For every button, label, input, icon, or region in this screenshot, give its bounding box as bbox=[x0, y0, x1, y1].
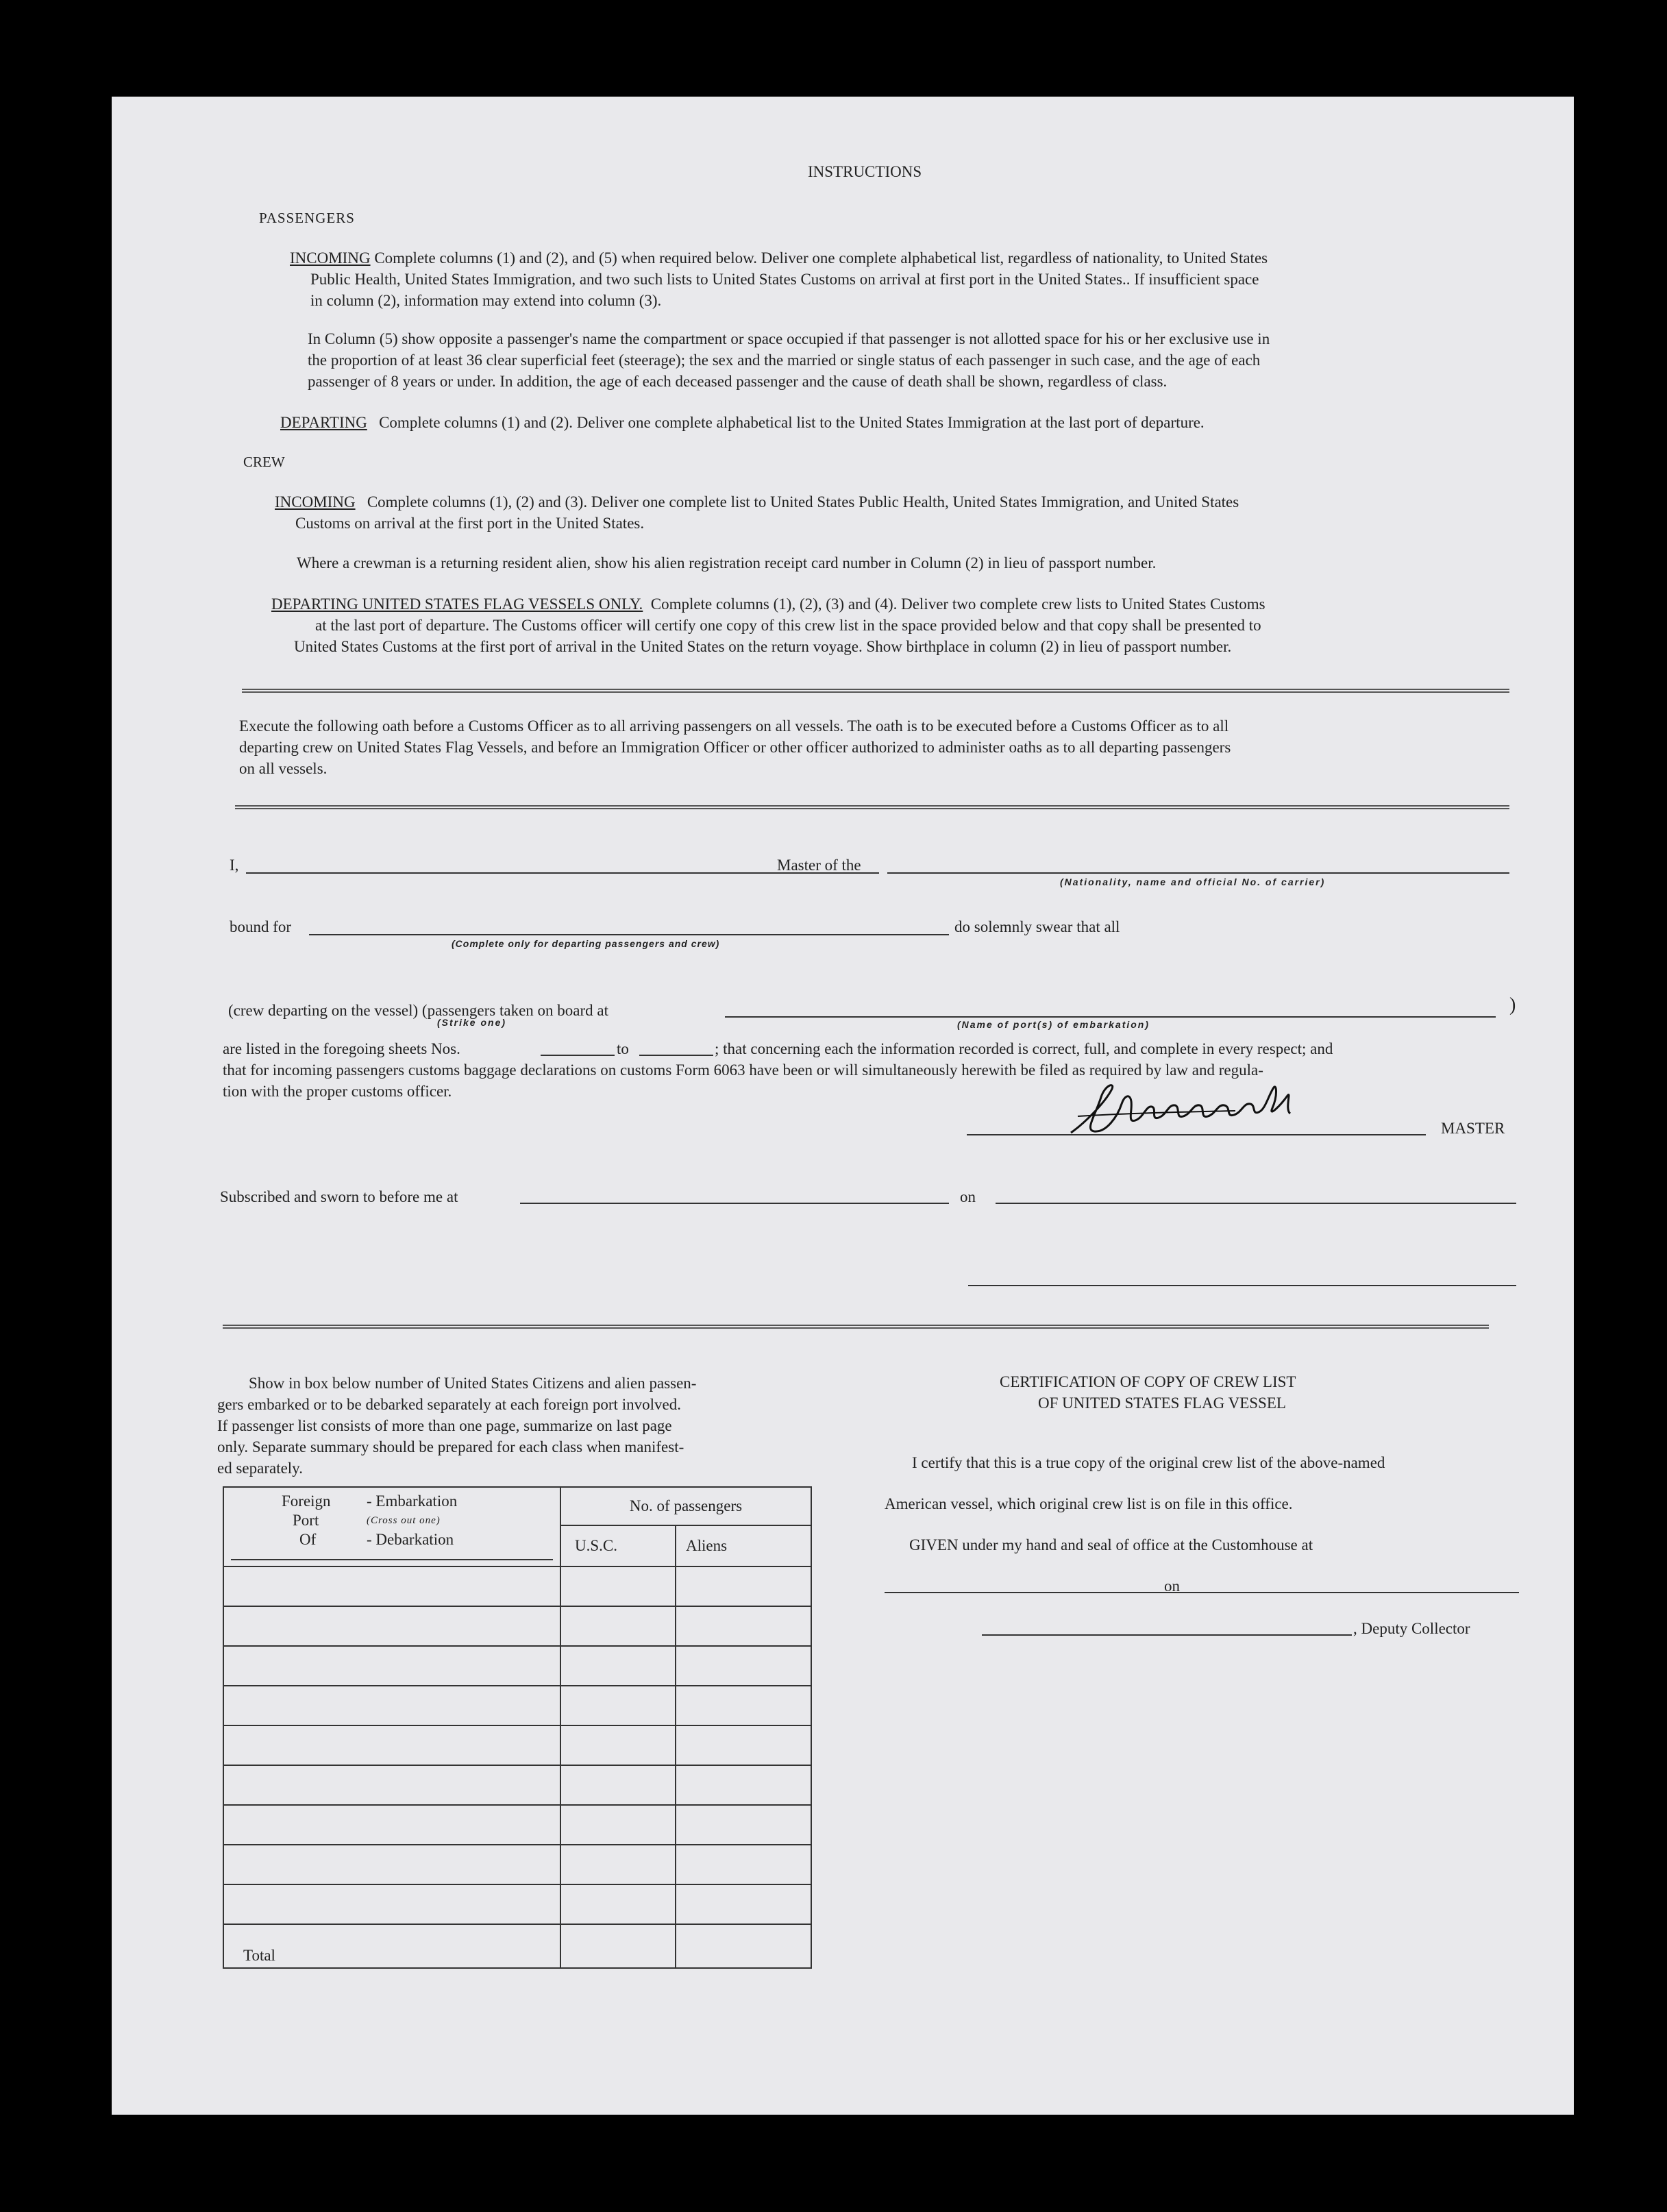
port-cell[interactable] bbox=[223, 1884, 560, 1924]
officer-signature-field[interactable] bbox=[968, 1285, 1516, 1286]
aliens-cell[interactable] bbox=[676, 1725, 811, 1765]
nationality-caption: (Nationality, name and official No. of carrier) bbox=[1060, 876, 1326, 887]
column5-line1: In Column (5) show opposite a passenger's name the compartment or space occupied if that passenger is not allotted space for his or her exclusive use in bbox=[308, 330, 1270, 347]
passengers-incoming-line3: in column (2), information may extend into column (3). bbox=[310, 292, 662, 309]
departing-label: DEPARTING bbox=[280, 414, 367, 431]
oath-i-label: I, bbox=[230, 857, 239, 874]
table-row bbox=[223, 1845, 811, 1884]
aliens-cell[interactable] bbox=[676, 1884, 811, 1924]
passengers-incoming bbox=[290, 247, 1268, 269]
given-text: GIVEN under my hand and seal of office at the Customhouse at bbox=[909, 1536, 1313, 1553]
certify-line1: I certify that this is a true copy of the original crew list of the above-named bbox=[912, 1454, 1385, 1471]
usc-cell[interactable] bbox=[560, 1805, 676, 1845]
certification-date-field[interactable] bbox=[1190, 1592, 1519, 1593]
oath-instructions-line3: on all vessels. bbox=[239, 760, 328, 777]
passengers-incoming-line2: Public Health, United States Immigration, and two such lists to United States Customs on arrival at first port in the United States.. If insufficient space bbox=[310, 271, 1259, 288]
usc-cell[interactable] bbox=[560, 1845, 676, 1884]
usc-cell[interactable] bbox=[560, 1765, 676, 1805]
passengers-header: No. of passengers bbox=[560, 1487, 811, 1525]
foreign-label: Foreign bbox=[282, 1492, 331, 1510]
crew-alien-text: Where a crewman is a returning resident alien, show his alien registration receipt card number in Column (2) in lieu of passport number. bbox=[297, 554, 1157, 572]
port-cell[interactable] bbox=[223, 1765, 560, 1805]
sheet-from-field[interactable] bbox=[541, 1055, 615, 1056]
listed-line3: tion with the proper customs officer. bbox=[223, 1083, 452, 1100]
master-signature bbox=[1064, 1075, 1338, 1144]
passengers-heading: PASSENGERS bbox=[259, 210, 355, 226]
sworn-date-field[interactable] bbox=[996, 1203, 1516, 1204]
aliens-cell[interactable] bbox=[676, 1845, 811, 1884]
port-header-cell bbox=[223, 1487, 560, 1566]
listed-prefix: are listed in the foregoing sheets Nos. bbox=[223, 1040, 460, 1057]
column5-line2: the proportion of at least 36 clear superficial feet (steerage); the sex and the married or single status of each passenger in such case, and the age of each bbox=[308, 352, 1261, 369]
usc-cell[interactable] bbox=[560, 1725, 676, 1765]
listed-suffix: ; that concerning each the information recorded is correct, full, and complete in every respect; and bbox=[715, 1040, 1333, 1057]
aliens-cell[interactable] bbox=[676, 1646, 811, 1686]
aliens-cell[interactable] bbox=[676, 1606, 811, 1646]
strike-caption: (Strike one) bbox=[437, 1017, 507, 1028]
sheet-to-field[interactable] bbox=[639, 1055, 713, 1056]
port-cell[interactable] bbox=[223, 1686, 560, 1725]
port-header-underline bbox=[231, 1559, 553, 1560]
table-header-row bbox=[223, 1487, 811, 1525]
oath-instructions-line2: departing crew on United States Flag Vessels, and before an Immigration Officer or other officer authorized to administer oaths as to all departing passengers bbox=[239, 739, 1231, 756]
usc-cell[interactable] bbox=[560, 1646, 676, 1686]
aliens-header: Aliens bbox=[676, 1525, 811, 1566]
table-row bbox=[223, 1646, 811, 1686]
deputy-collector-label: , Deputy Collector bbox=[1353, 1620, 1470, 1637]
crew-incoming-line2: Customs on arrival at the first port in the United States. bbox=[295, 515, 645, 532]
crew-departing-line2: at the last port of departure. The Customs officer will certify one copy of this crew list in the space provided below and that copy shall be presented to bbox=[315, 617, 1261, 634]
certify-line2: American vessel, which original crew list is on file in this office. bbox=[885, 1495, 1293, 1512]
usc-cell[interactable] bbox=[560, 1606, 676, 1646]
summary-line5: ed separately. bbox=[217, 1460, 303, 1477]
summary-line2: gers embarked or to be debarked separately at each foreign port involved. bbox=[217, 1396, 681, 1413]
passengers-departing bbox=[280, 412, 1205, 433]
usc-cell[interactable] bbox=[560, 1884, 676, 1924]
aliens-cell[interactable] bbox=[676, 1686, 811, 1725]
incoming-label: INCOMING bbox=[290, 249, 371, 267]
crew-incoming bbox=[275, 491, 1239, 513]
certification-title-line2: OF UNITED STATES FLAG VESSEL bbox=[1038, 1394, 1286, 1412]
listed-to-label: to bbox=[617, 1040, 629, 1057]
sworn-on-label: on bbox=[960, 1188, 976, 1205]
usc-cell[interactable] bbox=[560, 1686, 676, 1725]
table-row bbox=[223, 1884, 811, 1924]
page-title: INSTRUCTIONS bbox=[808, 163, 922, 180]
port-caption: (Name of port(s) of embarkation) bbox=[957, 1019, 1150, 1030]
oath-instructions-line1: Execute the following oath before a Customs Officer as to all arriving passengers on all vessels. The oath is to be executed before a Customs Officer as to all bbox=[239, 717, 1229, 735]
incoming-text: Complete columns (1) and (2), and (5) when required below. Deliver one complete alphabetical list, regardless of nationality, to United States bbox=[374, 249, 1268, 267]
embarkation-label: - Embarkation bbox=[367, 1492, 458, 1510]
summary-line3: If passenger list consists of more than one page, summarize on last page bbox=[217, 1417, 672, 1434]
port-cell[interactable] bbox=[223, 1725, 560, 1765]
crew-departing-line3: United States Customs at the first port of arrival in the United States on the return voyage. Show birthplace in column (2) in lieu of passport number. bbox=[294, 638, 1232, 655]
swear-text: do solemnly swear that all bbox=[954, 918, 1120, 935]
table-row bbox=[223, 1725, 811, 1765]
aliens-cell[interactable] bbox=[676, 1765, 811, 1805]
close-paren: ) bbox=[1509, 994, 1516, 1016]
table-row bbox=[223, 1805, 811, 1845]
passenger-summary-table bbox=[223, 1486, 812, 1969]
port-cell[interactable] bbox=[223, 1845, 560, 1884]
total-aliens-cell[interactable] bbox=[676, 1924, 811, 1968]
table-row bbox=[223, 1765, 811, 1805]
bound-for-field[interactable] bbox=[309, 934, 949, 935]
table-row bbox=[223, 1686, 811, 1725]
subscribed-label: Subscribed and sworn to before me at bbox=[220, 1188, 458, 1205]
usc-cell[interactable] bbox=[560, 1566, 676, 1606]
certification-title-line1: CERTIFICATION OF COPY OF CREW LIST bbox=[1000, 1373, 1296, 1390]
summary-line1: Show in box below number of United States Citizens and alien passen- bbox=[249, 1375, 697, 1392]
of-label: Of bbox=[299, 1531, 317, 1548]
master-of-label: Master of the bbox=[777, 857, 861, 874]
crew-departing-label: DEPARTING UNITED STATES FLAG VESSELS ONLY. bbox=[271, 595, 643, 613]
table-row bbox=[223, 1606, 811, 1646]
master-label: MASTER bbox=[1441, 1120, 1505, 1137]
cross-caption: (Cross out one) bbox=[367, 1515, 441, 1526]
column5-line3: passenger of 8 years or under. In addition, the age of each deceased passenger and the cause of death shall be shown, regardless of class. bbox=[308, 373, 1168, 390]
sworn-place-field[interactable] bbox=[520, 1203, 949, 1204]
bound-caption: (Complete only for departing passengers and crew) bbox=[452, 938, 720, 949]
divider-2 bbox=[235, 805, 1509, 809]
crew-departing-text: Complete columns (1), (2), (3) and (4). Deliver two complete crew lists to United States Customs bbox=[650, 595, 1265, 613]
crew-heading: CREW bbox=[243, 454, 285, 470]
carrier-field[interactable] bbox=[887, 872, 1509, 874]
aliens-cell[interactable] bbox=[676, 1805, 811, 1845]
aliens-cell[interactable] bbox=[676, 1566, 811, 1606]
bound-for-label: bound for bbox=[230, 918, 292, 935]
port-label: Port bbox=[293, 1512, 319, 1529]
listed-line2: that for incoming passengers customs baggage declarations on customs Form 6063 have been or will simultaneously herewith be filed as required by law and regula- bbox=[223, 1061, 1263, 1079]
port-cell[interactable] bbox=[223, 1606, 560, 1646]
port-cell[interactable] bbox=[223, 1646, 560, 1686]
departing-text: Complete columns (1) and (2). Deliver one complete alphabetical list to the United States Immigration at the last port of departure. bbox=[379, 414, 1205, 431]
summary-line4: only. Separate summary should be prepared for each class when manifest- bbox=[217, 1438, 684, 1455]
debarkation-label: - Debarkation bbox=[367, 1531, 454, 1548]
divider-1 bbox=[242, 689, 1509, 693]
divider-3 bbox=[223, 1325, 1489, 1329]
usc-header: U.S.C. bbox=[560, 1525, 676, 1566]
table-row bbox=[223, 1566, 811, 1606]
crew-incoming-text: Complete columns (1), (2) and (3). Deliver one complete list to United States Public Health, United States Immigration, and United States bbox=[367, 493, 1239, 511]
certification-on-label: on bbox=[1164, 1577, 1180, 1595]
crew-departing-text-line: (crew departing on the vessel) (passengers taken on board at bbox=[228, 1002, 608, 1019]
embarkation-port-field[interactable] bbox=[725, 1016, 1496, 1018]
crew-incoming-label: INCOMING bbox=[275, 493, 356, 511]
crew-departing bbox=[271, 593, 1265, 615]
deputy-collector-signature-field[interactable] bbox=[982, 1634, 1352, 1636]
port-cell[interactable] bbox=[223, 1805, 560, 1845]
port-cell[interactable] bbox=[223, 1566, 560, 1606]
total-usc-cell[interactable] bbox=[560, 1924, 676, 1968]
table-total-row bbox=[223, 1924, 811, 1968]
total-label: Total bbox=[223, 1924, 560, 1968]
document-page bbox=[112, 97, 1574, 2115]
